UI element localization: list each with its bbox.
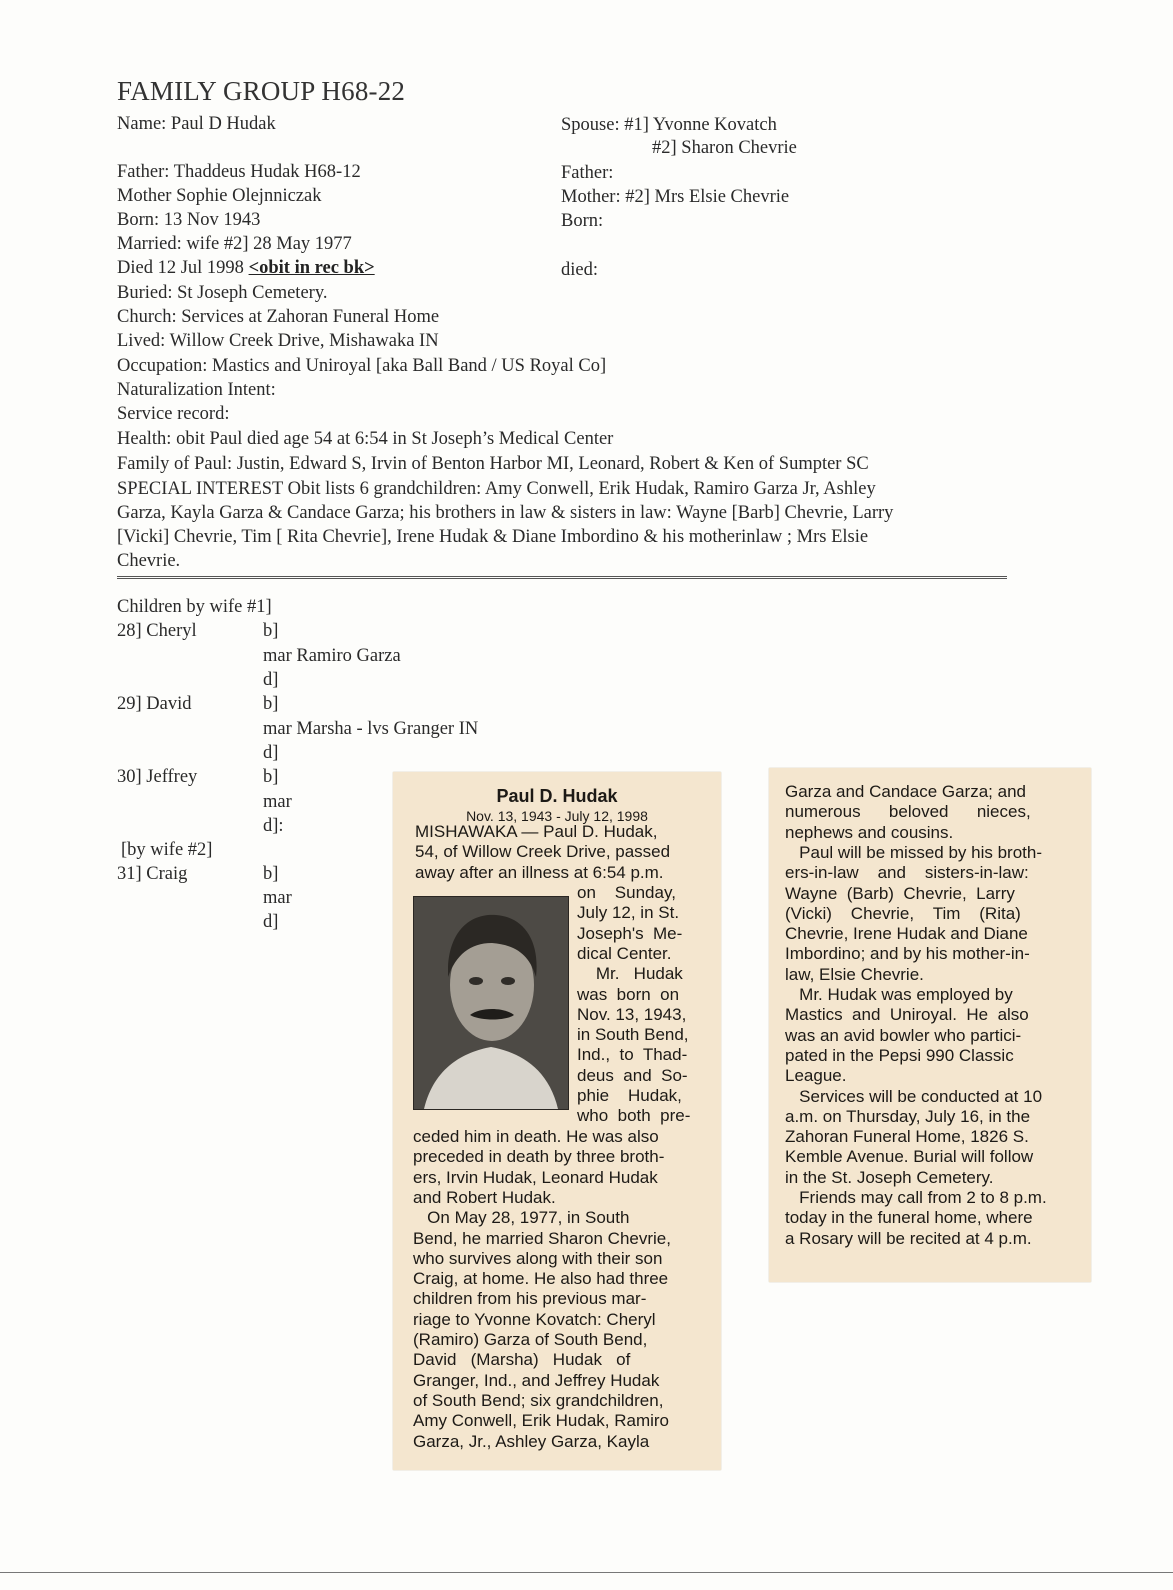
obituary-side-line: Joseph's Me- (577, 923, 683, 943)
child-cheryl-married: mar Ramiro Garza (263, 646, 401, 666)
child-craig-died: d] (263, 912, 279, 932)
name-field: Name: Paul D Hudak (117, 114, 276, 134)
obituary-side-line: Ind., to Thad- (577, 1045, 688, 1065)
child-david-married: mar Marsha - lvs Granger IN (263, 719, 479, 739)
occupation-field: Occupation: Mastics and Uniroyal [aka Ball Band / US Royal Co] (117, 356, 607, 376)
child-david-born: b] (263, 694, 279, 714)
child-jeffrey-name: 30] Jeffrey (117, 767, 198, 787)
spouse-father-field: Father: (561, 163, 614, 183)
obituary-side-line: Mr. Hudak (577, 964, 683, 984)
obituary-intro-line: 54, of Willow Creek Drive, passed (415, 842, 671, 862)
obituary-body-line: Garza, Jr., Ashley Garza, Kayla (413, 1431, 650, 1451)
obituary-continued-line: Imbordino; and by his mother-in- (785, 944, 1030, 964)
obituary-side-line: who both pre- (577, 1106, 691, 1126)
mother-field: Mother Sophie Olejnniczak (117, 186, 322, 206)
obituary-continued-line: was an avid bowler who partici- (785, 1025, 1022, 1045)
section-divider (117, 576, 1007, 585)
family-of-field: Family of Paul: Justin, Edward S, Irvin of Benton Harbor MI, Leonard, Robert & Ken of Sumpter SC (117, 454, 869, 474)
obituary-continued-line: (Vicki) Chevrie, Tim (Rita) (785, 903, 1021, 923)
obituary-side-line: in South Bend, (577, 1025, 689, 1045)
obituary-continued-line: a Rosary will be recited at 4 p.m. (785, 1228, 1032, 1248)
obituary-side-line: phie Hudak, (577, 1086, 682, 1105)
obituary-body-line: (Ramiro) Garza of South Bend, (413, 1330, 648, 1349)
father-field: Father: Thaddeus Hudak H68-12 (117, 162, 361, 182)
obituary-body-line: ceded him in death. He was also (413, 1127, 659, 1146)
special-interest-line-3: [Vicki] Chevrie, Tim [ Rita Chevrie], Irene Hudak & Diane Imbordino & his motherinlaw ; Mrs Elsie (117, 527, 869, 547)
child-david-died: d] (263, 743, 279, 763)
child-craig-name: 31] Craig (117, 864, 188, 884)
child-jeffrey-died: d]: (263, 816, 284, 836)
obituary-side-line: on Sunday, (577, 883, 676, 902)
page-bottom-rule (0, 1572, 1173, 1573)
obituary-continued-line: Paul will be missed by his broth- (785, 842, 1042, 862)
obituary-continued-line: today in the funeral home, where (785, 1208, 1033, 1228)
obituary-body-line: preceded in death by three broth- (413, 1147, 665, 1167)
child-cheryl-name: 28] Cheryl (117, 621, 197, 641)
obituary-body-line: who survives along with their son (413, 1248, 663, 1268)
obituary-continued-line: nephews and cousins. (785, 822, 954, 842)
obituary-side-line: Nov. 13, 1943, (577, 1004, 687, 1024)
special-interest-line-1: SPECIAL INTEREST Obit lists 6 grandchildren: Amy Conwell, Erik Hudak, Ramiro Garza Jr, Ashley (117, 479, 876, 499)
obituary-continued-line: League. (785, 1066, 847, 1086)
children-wife-2-header: [by wife #2] (121, 840, 213, 860)
service-record-field: Service record: (117, 404, 230, 424)
child-craig-married: mar (263, 888, 292, 908)
obituary-continued-line: Chevrie, Irene Hudak and Diane (785, 924, 1028, 944)
obituary-continued-line: Services will be conducted at 10 (785, 1086, 1043, 1106)
lived-field: Lived: Willow Creek Drive, Mishawaka IN (117, 331, 439, 351)
obituary-side-line: was born on (577, 984, 680, 1004)
child-craig-born: b] (263, 864, 279, 884)
obituary-continued-line: numerous beloved nieces, (785, 802, 1031, 822)
obituary-side-line: dical Center. (577, 943, 672, 963)
spouse-died-field: died: (561, 260, 598, 280)
obituary-continued-line: pated in the Pepsi 990 Classic (785, 1045, 1014, 1065)
obituary-continued-line: ers-in-law and sisters-in-law: (785, 863, 1029, 883)
child-david-name: 29] David (117, 694, 192, 714)
obituary-clipping-1 (393, 772, 721, 1470)
obituary-continued-line: Mastics and Uniroyal. He also (785, 1005, 1029, 1025)
obituary-body-line: and Robert Hudak. (413, 1187, 556, 1207)
obituary-intro-line: MISHAWAKA — Paul D. Hudak, (415, 822, 658, 841)
obituary-body-line: Craig, at home. He also had three (413, 1269, 669, 1289)
child-jeffrey-married: mar (263, 792, 292, 812)
obituary-continued-line: in the St. Joseph Cemetery. (785, 1167, 994, 1187)
page-title: FAMILY GROUP H68-22 (117, 76, 406, 106)
obituary-continued-line: Garza and Candace Garza; and (785, 782, 1026, 801)
child-cheryl-died: d] (263, 670, 279, 690)
naturalization-field: Naturalization Intent: (117, 380, 276, 400)
obituary-body-line: ers, Irvin Hudak, Leonard Hudak (413, 1167, 658, 1187)
obituary-body-line: children from his previous mar- (413, 1289, 647, 1309)
special-interest-line-2: Garza, Kayla Garza & Candace Garza; his brothers in law & sisters in law: Wayne [Barb] Chevrie, Larry (117, 503, 894, 523)
married-field: Married: wife #2] 28 May 1977 (117, 234, 352, 254)
obituary-intro-line: away after an illness at 6:54 p.m. (415, 862, 664, 882)
obituary-continued-line: Kemble Avenue. Burial will follow (785, 1147, 1034, 1167)
obituary-heading: Paul D. Hudak (496, 786, 618, 806)
obituary-body-line: Bend, he married Sharon Chevrie, (413, 1228, 671, 1248)
church-field: Church: Services at Zahoran Funeral Home (117, 307, 440, 327)
obituary-continued-line: Mr. Hudak was employed by (785, 985, 1013, 1004)
obituary-body-line: David (Marsha) Hudak of (413, 1350, 631, 1370)
special-interest-line-4: Chevrie. (117, 551, 181, 571)
child-jeffrey-born: b] (263, 767, 279, 787)
obituary-dates: Nov. 13, 1943 - July 12, 1998 (466, 808, 648, 824)
obituary-body-line: riage to Yvonne Kovatch: Cheryl (413, 1309, 656, 1329)
buried-field: Buried: St Joseph Cemetery. (117, 283, 328, 303)
obituary-continued-line: Wayne (Barb) Chevrie, Larry (785, 883, 1015, 903)
obituary-clipping-2 (769, 768, 1091, 1282)
born-field: Born: 13 Nov 1943 (117, 210, 261, 230)
obituary-side-line: July 12, in St. (577, 903, 680, 923)
obit-link[interactable]: <obit in rec bk> (248, 258, 375, 278)
health-field: Health: obit Paul died age 54 at 6:54 in St Joseph’s Medical Center (117, 429, 614, 449)
child-cheryl-born: b] (263, 621, 279, 641)
obituary-body-line: Granger, Ind., and Jeffrey Hudak (413, 1370, 660, 1390)
obituary-continued-line: a.m. on Thursday, July 16, in the (785, 1106, 1031, 1126)
obituary-side-line: deus and So- (577, 1065, 688, 1085)
spouse-born-field: Born: (561, 211, 604, 231)
portrait-image (414, 897, 568, 1109)
obituary-continued-line: law, Elsie Chevrie. (785, 964, 924, 984)
children-header: Children by wife #1] (117, 597, 272, 617)
died-field (117, 256, 375, 280)
died-label: Died 12 Jul 1998 (117, 258, 244, 278)
obituary-body-line: On May 28, 1977, in South (413, 1208, 630, 1228)
spouse-mother-field: Mother: #2] Mrs Elsie Chevrie (561, 187, 790, 207)
obituary-body-line: of South Bend; six grandchildren, (413, 1390, 664, 1410)
obituary-continued-line: Zahoran Funeral Home, 1826 S. (785, 1127, 1029, 1147)
spouse-field: Spouse: #1] Yvonne Kovatch (561, 115, 777, 135)
obituary-continued-line: Friends may call from 2 to 8 p.m. (785, 1188, 1047, 1207)
spouse-2-field: #2] Sharon Chevrie (652, 138, 797, 158)
obituary-body-line: Amy Conwell, Erik Hudak, Ramiro (413, 1411, 670, 1431)
portrait-photo (413, 896, 569, 1110)
